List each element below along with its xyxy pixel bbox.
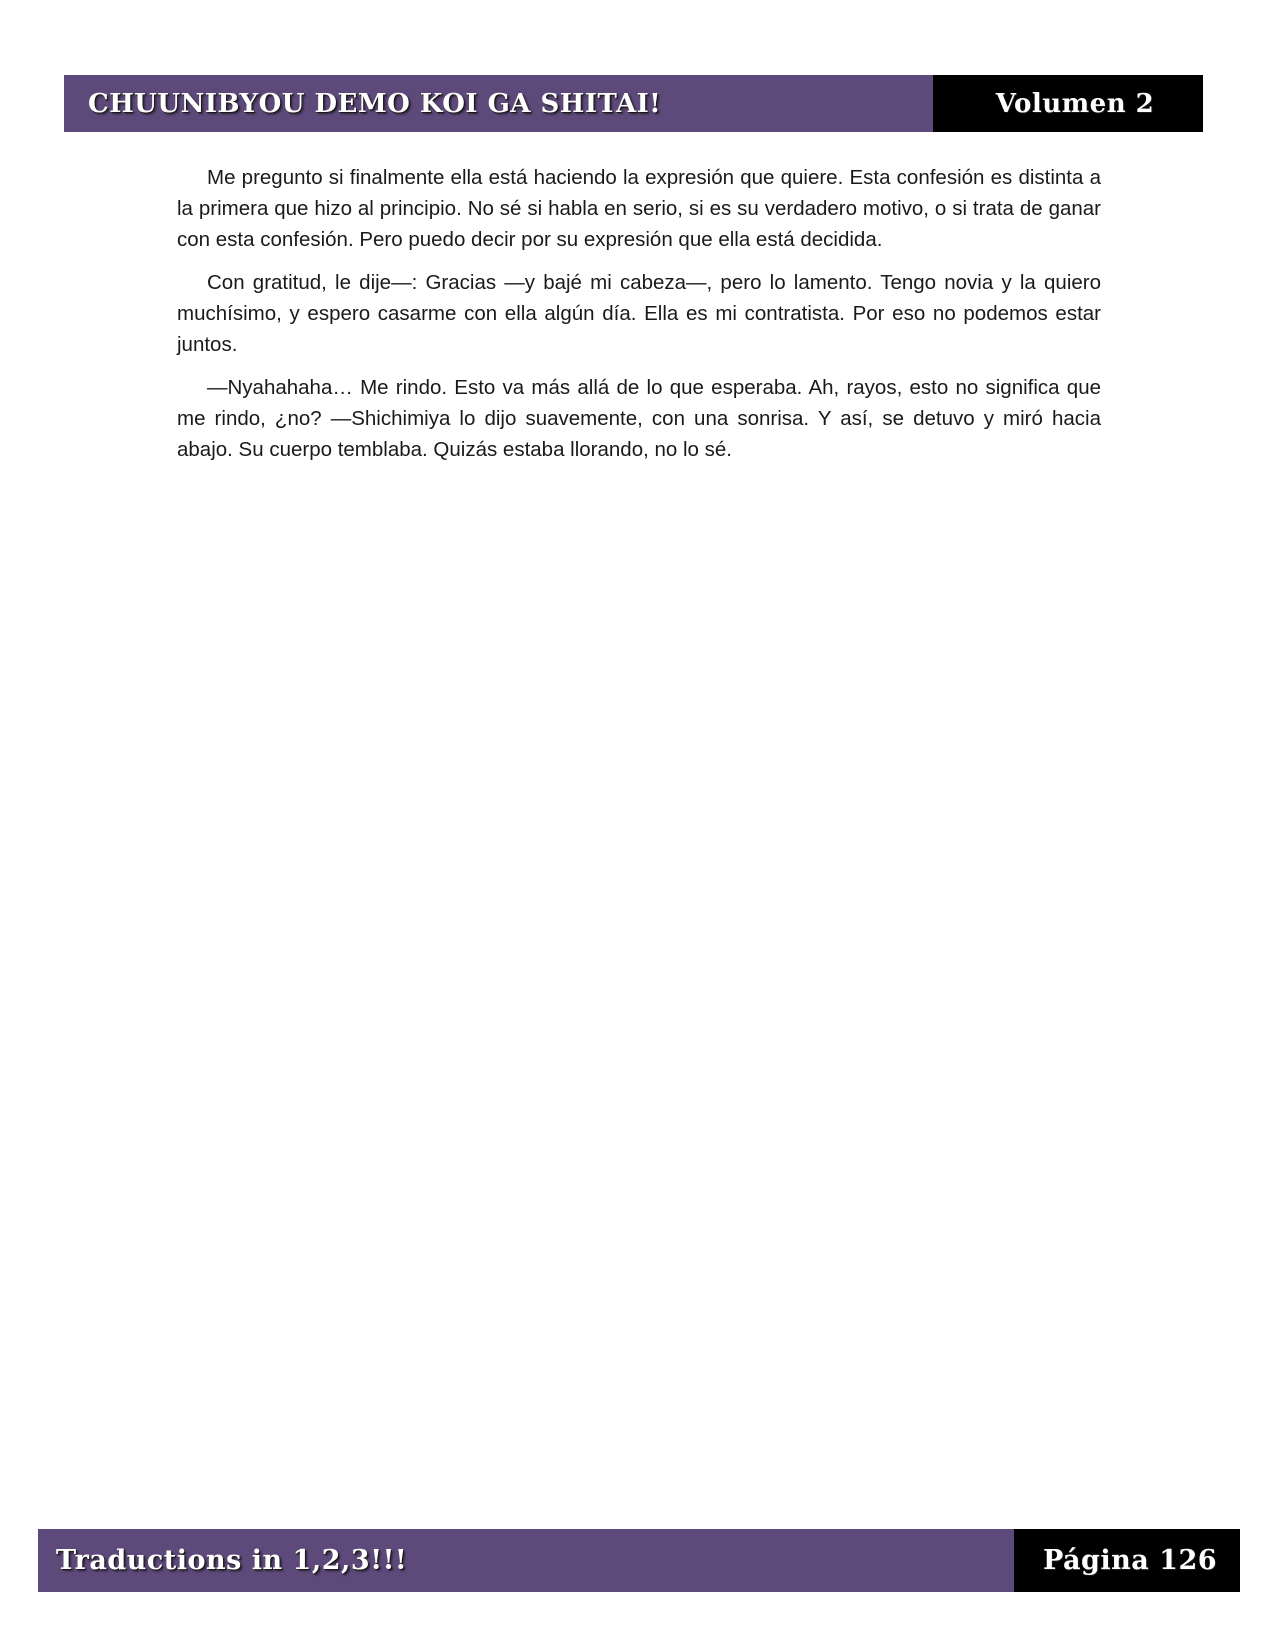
footer-page-number: Página 126 (1042, 1545, 1218, 1576)
header-volume: Volumen 2 (995, 88, 1155, 119)
header-title: CHUUNIBYOU DEMO KOI GA SHITAI! (88, 88, 662, 119)
page-body (177, 162, 1101, 477)
header-title-panel (64, 75, 933, 132)
paragraph-2: Con gratitud, le dije—: Gracias —y bajé mi cabeza—, pero lo lamento. Tengo novia y la quiero muchísimo, y espero casarme con ella algún día. Ella es mi contratista. Por eso no podemos estar juntos. (177, 271, 1101, 356)
page-footer (38, 1529, 1240, 1592)
footer-credit-panel (38, 1529, 1014, 1592)
footer-page-panel (1014, 1529, 1240, 1592)
paragraph-1: Me pregunto si finalmente ella está haciendo la expresión que quiere. Esta confesión es distinta a la primera que hizo al principio. No sé si habla en serio, si es su verdadero motivo, o si trata de ganar con esta confesión. Pero puedo decir por su expresión que ella está decidida. (177, 166, 1101, 251)
footer-credit: Traductions in 1,2,3!!! (56, 1545, 408, 1576)
paragraph-3: —Nyahahaha… Me rindo. Esto va más allá de lo que esperaba. Ah, rayos, esto no significa que me rindo, ¿no? —Shichimiya lo dijo suavemente, con una sonrisa. Y así, se detuvo y miró hacia abajo. Su cuerpo temblaba. Quizás estaba llorando, no lo sé. (177, 376, 1101, 461)
page-header (64, 75, 1203, 132)
header-volume-panel (933, 75, 1203, 132)
